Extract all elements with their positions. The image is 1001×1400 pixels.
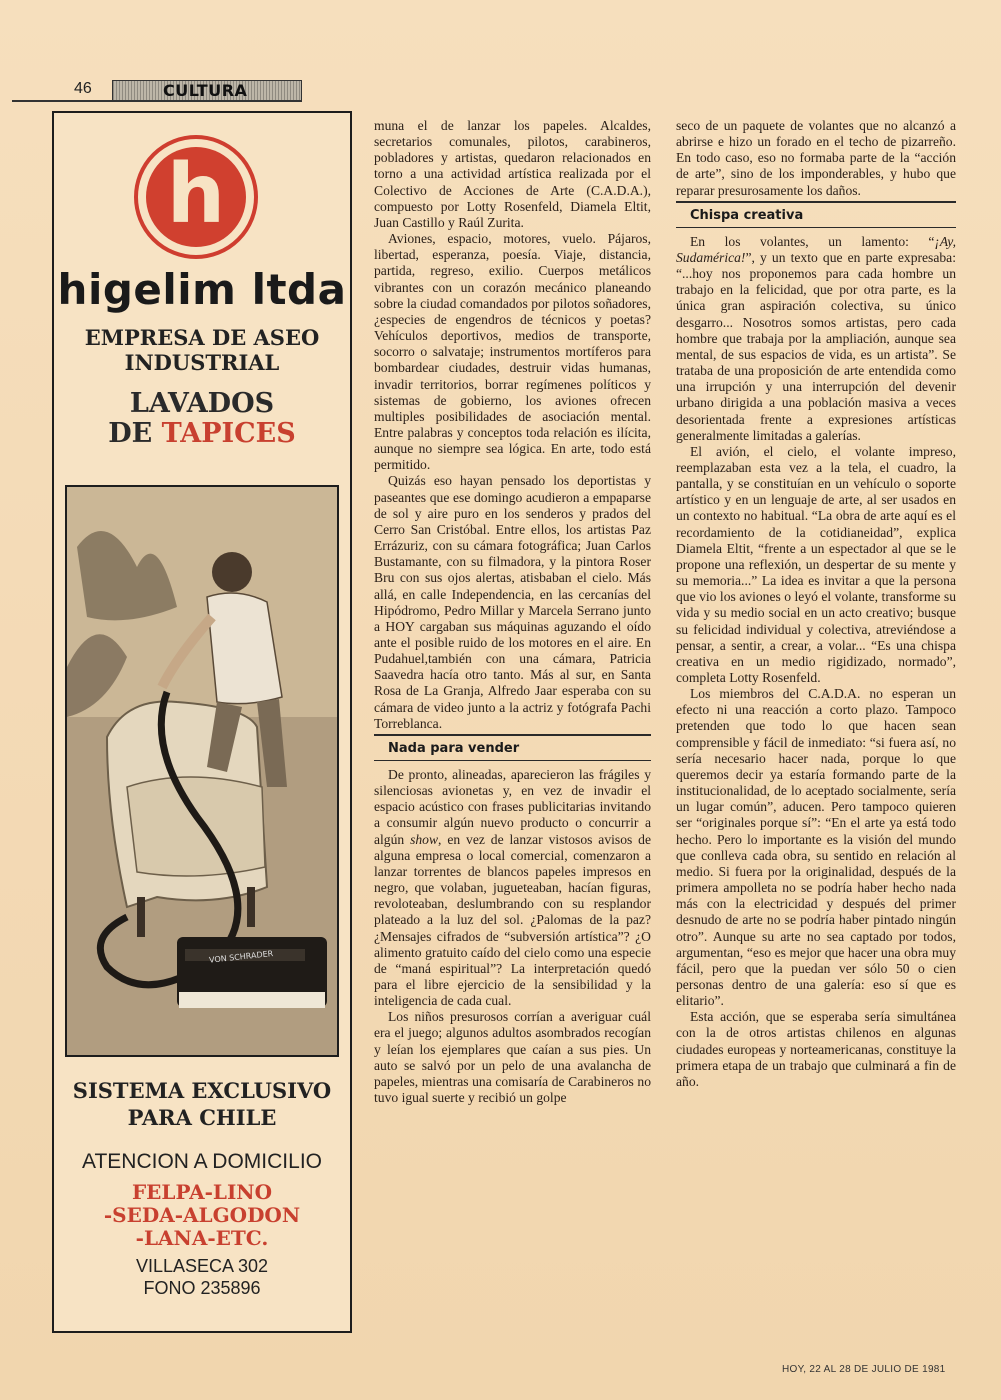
materials-line-1: FELPA-LINO [131, 1180, 273, 1204]
sistema-line-1: SISTEMA EXCLUSIVO [72, 1078, 332, 1103]
paragraph [676, 234, 956, 444]
paragraph: El avión, el cielo, el volante impreso, reemplazaban esta vez a la tela, el cuadro, la pantalla, y se constituían en un vehículo o soporte artístico y en un lenguaje de arte, al ser usados en un contexto no habitual. “La obra de arte aquí es el recordamiento de la cotidianeidad”, explica Diamela Eltit, “frente a un espectador al que se le propone una reflexión, un despertar de su mente y su memoria...” La idea es invitar a que la persona que vio los aviones o leyó el volante, transforme su vida y su medio social en un acto creativo; busque su felicidad individual y colectiva, atreviéndose a pensar, a sentir, a crear, a volar... “Es una chispa creativa en un medio rigidizado, normado”, completa Lotty Rosenfeld. [676, 443, 956, 685]
paragraph: Los miembros del C.A.D.A. no esperan un efecto ni una reacción a corto plazo. Tampoco pretenden que todo lo que hacen sean comprensible y fácil de inmediato: “si fuera así, no sería necesario hacer nada, porque lo que queremos decir ya estaría formando parte de la institucionalidad, de lo aceptado socialmente, sería un lugar común”, aducen. Pero tampoco quieren ser “originales porque sí”: “En el arte ya está todo hecho. Pero lo importante es la visión del mundo que conlleva cada obra, su sentido en relación al medio. Si fuera por la originalidad, después de la primera ampolleta no se podría haber hecho nada más con la electricidad y después del primer desnudo de arte no se podría haber pintado ningún otro”. Aunque su arte no sea captado por todos, argumentan, “eso es mejor que hacer una obra muy fácil, pero que la puedan ver sólo 50 o cien personas dentro de una galería: eso sí que es elitario”. [676, 686, 956, 1009]
ad-photo [65, 485, 339, 1057]
phone-number: FONO 235896 [143, 1278, 261, 1298]
company-description: EMPRESA DE ASEO INDUSTRIAL [84, 325, 320, 375]
photo-illustration [67, 487, 337, 1055]
advertisement [52, 111, 352, 1333]
text-run: ”, y un texto que en parte expresaba: “...hoy nos proponemos para cada hombre un trabajo en la felicidad, que por otra parte, es la única gran aspiración colectiva, su único desgarro... Nosotros somos artistas, pero cada hombre que trabaja por la ampliación, aunque sea mental, de sus espacios de vida, es un artista”. Se trataba de una proposición de arte entendida como una irrupción y una interrupción del devenir urbano dirigida a una población masiva a veces desorientada frente a expresiones artísticas generalmente limitadas a galerías. [676, 249, 956, 443]
service-highlight: TAPICES [161, 418, 296, 449]
paragraph: Esta acción, que se esperaba sería simultánea con la de otros artistas chilenos en algunas ciudades europeas y norteamericanas, constituye la primera etapa de un trabajo que culminará a fin de año. [676, 1009, 956, 1089]
paragraph: Quizás eso hayan pensado los deportistas y paseantes que ese domingo acudieron a empaparse de sol y aire puro en los senderos y prados del Cerro San Cristóbal. Entre ellos, los artistas Paz Errázuriz, con su cámara fotográfica; Juan Carlos Bustamante, con su filmadora, y la pintora Roser Bru con sus ojos alertas, atisbaban el cielo. Más allá, en calle Independencia, en las cercanías del Hipódromo, Pedro Millar y Marcela Serrano junto a HOY cargaban sus máquinas aguzando el oído ante el posible ruido de los motores en el aire. En Pudahuel,también con una cámara, Patricia Saavedra hacía otro tanto. Más al sur, en Santa Rosa de La Granja, Alfredo Jaar esperaba con su cámara de video junto a la actriz y fotógrafa Pachi Torreblanca. [374, 473, 651, 731]
paragraph: Aviones, espacio, motores, vuelo. Pájaros, libertad, esperanza, poesía. Viaje, distancia, partida, regreso, exilio. Cuerpos metálicos vibrantes con un corazón mecánico planeando sobre la ciudad comandados por pilotos soñadores, ¿especies de engendros de técnicos y poetas? Vehículos deportivos, medios de transporte, socorro o salvataje; instrumentos mortíferos para bombardear ciudades, destruir vidas humanas, invadir territorios, borrar regímenes políticos y sistemas de gobierno, los aviones ofrecen multiples posibilidades de asociación mental. Entre palabras y conceptos toda relación es ilícita, aunque no siempre sea lógica. En arte, todo está permitido. [374, 231, 651, 473]
page-footer: HOY, 22 AL 28 DE JULIO DE 1981 [782, 1364, 946, 1375]
italic-text: show [410, 831, 439, 847]
materials-list [54, 1181, 350, 1250]
section-label: CULTURA [163, 81, 248, 100]
page-number: 46 [74, 80, 92, 97]
section-bar [112, 80, 302, 101]
service-line-1: LAVADOS [129, 388, 275, 419]
materials-line-2: -SEDA-ALGODON [103, 1203, 301, 1227]
text-run: , en vez de lanzar vistosos avisos de alguna empresa o local comercial, comenzaron a lanzar torrentes de blancos papeles impresos en negro, que volaban, jugueteaban, hacían figuras, revoloteaban, deslumbrando con su resplandor plateado a la luz del sol. ¿Palomas de la paz? ¿Mensajes cifrados de “subversión artística”? ¿O alimento gratuito caído del cielo como una especie de “maná espiritual”? La interpretación quedó para el libre ejercicio de la sensibilidad y la inteligencia de cada cual. [374, 831, 651, 1009]
sistema-line-2: PARA CHILE [127, 1105, 277, 1130]
text-run: En los volantes, un lamento: “ [690, 233, 935, 249]
machine-label: VON SCHRADER [208, 949, 274, 965]
subheading: Nada para vender [388, 740, 520, 756]
page-header [12, 78, 302, 100]
header-rule [12, 100, 302, 102]
paragraph: Los niños presurosos corrían a averiguar cuál era el juego; algunos adultos asombrados recogían y leían los ejemplares que caían a sus pies. Un auto se salvó por un pelo de una avalancha de papeles, mientras una comisaría de Carabineros no tuvo igual suerte y recibió un golpe [374, 1009, 651, 1106]
paragraph: muna el de lanzar los papeles. Alcaldes, secretarios comunales, pilotos, carabineros, pobladores y artistas, quedaron relacionados en torno a una actividad artística realizada por el Colectivo de Acciones de Arte (C.A.D.A.), compuesto por Lotty Rosenfeld, Diamela Eltit, Juan Castillo y Raúl Zurita. [374, 118, 651, 230]
street-address: VILLASECA 302 [135, 1256, 269, 1276]
paragraph: seco de un paquete de volantes que no alcanzó a abrirse e hizo un forado en el techo de pizarreño. En todo caso, eso no formaba parte de la “acción de arte”, sino de los imponderables, y hubo que reparar presurosamente los daños. [676, 118, 956, 198]
home-service-text: ATENCION A DOMICILIO [82, 1150, 322, 1173]
article-column-2 [676, 118, 956, 1090]
brand-name: higelim ltda [57, 265, 347, 314]
subhead-rule-bottom [676, 227, 956, 228]
subheading: Chispa creativa [690, 207, 804, 223]
logo-disc [146, 147, 246, 247]
materials-line-3: -LANA-ETC. [135, 1226, 269, 1250]
subhead-rule-bottom [374, 760, 651, 761]
brand-logo [134, 135, 258, 259]
article-column-1 [374, 118, 651, 1106]
service-line-2 [54, 419, 350, 449]
contact-info [54, 1255, 350, 1299]
logo-letter: h [166, 147, 226, 242]
service-prefix: DE [108, 418, 153, 449]
text-run: De pronto, alineadas, aparecieron las frágiles y silenciosas avionetas y, en vez de invadir el espacio acústico con frases publicitarias invitando a consumir algún nuevo producto o concurrir a algún [374, 766, 651, 847]
paragraph [374, 767, 651, 1009]
italic-text: ¡Ay, Sudamérica! [676, 233, 956, 265]
sistema-heading [54, 1077, 350, 1131]
service-heading [54, 389, 350, 449]
